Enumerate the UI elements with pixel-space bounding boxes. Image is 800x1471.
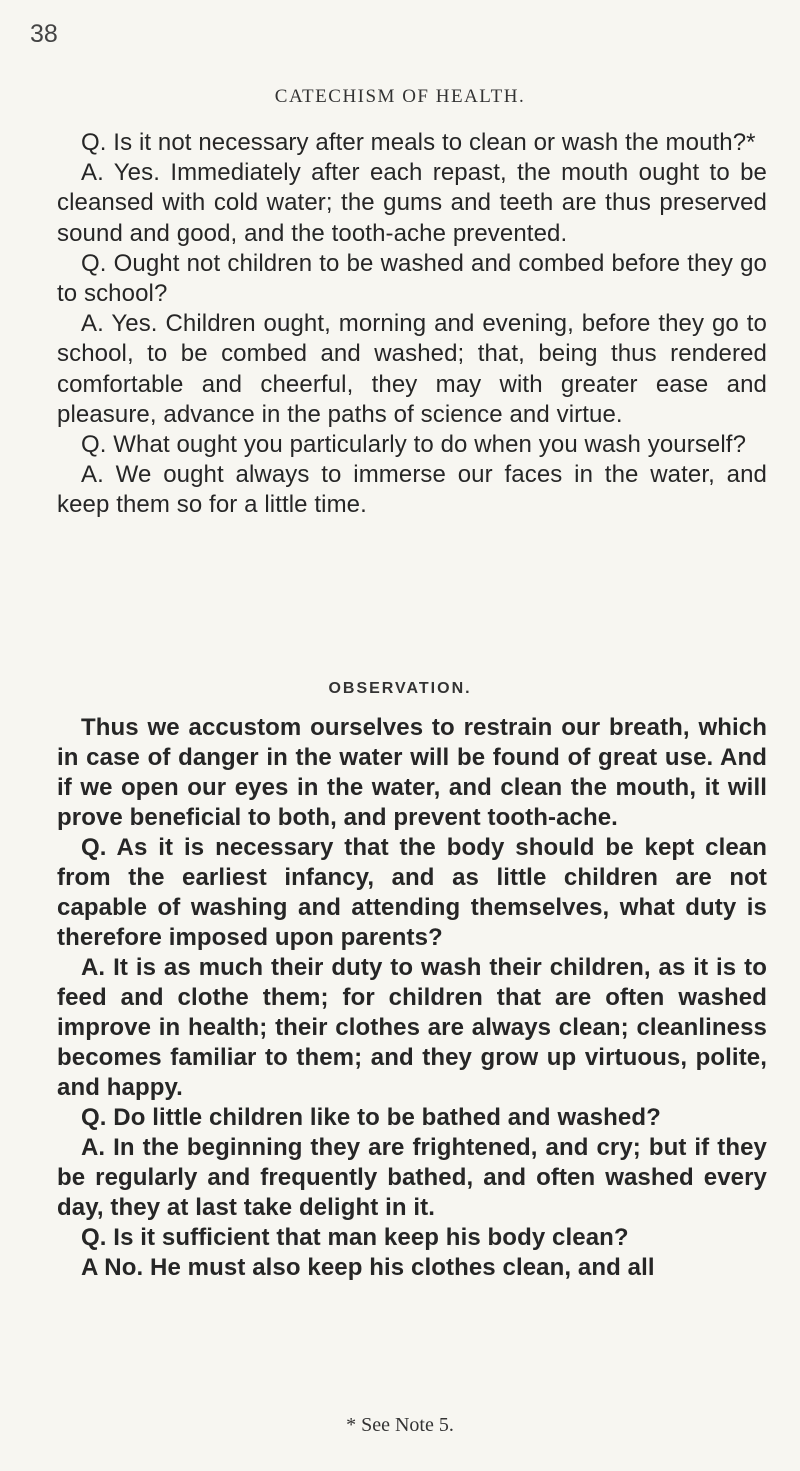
observation-heading: OBSERVATION. xyxy=(328,680,472,697)
question-paragraph: Q. What ought you particularly to do when you wash yourself? xyxy=(81,431,747,459)
answer-paragraph: A. It is as much their duty to wash their children, as it is to feed and clothe them; for children that are often washed improve in health; their clothes are always clean; cleanliness becomes familiar to them; and they grow up virtuous, polite, and happy. xyxy=(57,954,767,1101)
footnote: * See Note 5. xyxy=(346,1414,454,1436)
question-paragraph: Q. Do little children like to be bathed and washed? xyxy=(81,1104,661,1131)
answer-paragraph: A. We ought always to immerse our faces in the water, and keep them so for a little time. xyxy=(57,461,767,519)
catechism-section-2 xyxy=(57,713,767,1283)
question-paragraph: Q. Ought not children to be washed and combed before they go to school? xyxy=(57,249,767,308)
observation-paragraph: Thus we accustom ourselves to restrain our breath, which in case of danger in the water will be found of great use. And if we open our eyes in the water, and clean the mouth, it will prove beneficial to both, and prevent tooth-ache. xyxy=(57,714,767,831)
question-paragraph: Q. As it is necessary that the body should be kept clean from the earliest infancy, and as little children are not capable of washing and attending themselves, what duty is therefore imposed upon parents? xyxy=(57,834,767,951)
question-paragraph: Q. Is it not necessary after meals to clean or wash the mouth?* xyxy=(81,129,756,156)
page-number: 38 xyxy=(30,20,58,48)
running-head: CATECHISM OF HEALTH. xyxy=(274,86,526,107)
answer-paragraph: A. Yes. Children ought, morning and evening, before they go to school, to be combed and washed; that, being thus rendered comfortable and cheerful, they may with greater ease and pleasure, advance in the paths of science and virtue. xyxy=(57,310,767,428)
question-paragraph: Q. Is it sufficient that man keep his body clean? xyxy=(81,1224,629,1251)
answer-paragraph: A. In the beginning they are frightened, and cry; but if they be regularly and frequently bathed, and often washed every day, they at last take delight in it. xyxy=(57,1134,767,1221)
catechism-section-1 xyxy=(57,128,767,521)
answer-paragraph: A No. He must also keep his clothes clean, and all xyxy=(81,1254,655,1281)
answer-paragraph: A. Yes. Immediately after each repast, the mouth ought to be cleansed with cold water; the gums and teeth are thus preserved sound and good, and the tooth-ache prevented. xyxy=(57,159,767,247)
